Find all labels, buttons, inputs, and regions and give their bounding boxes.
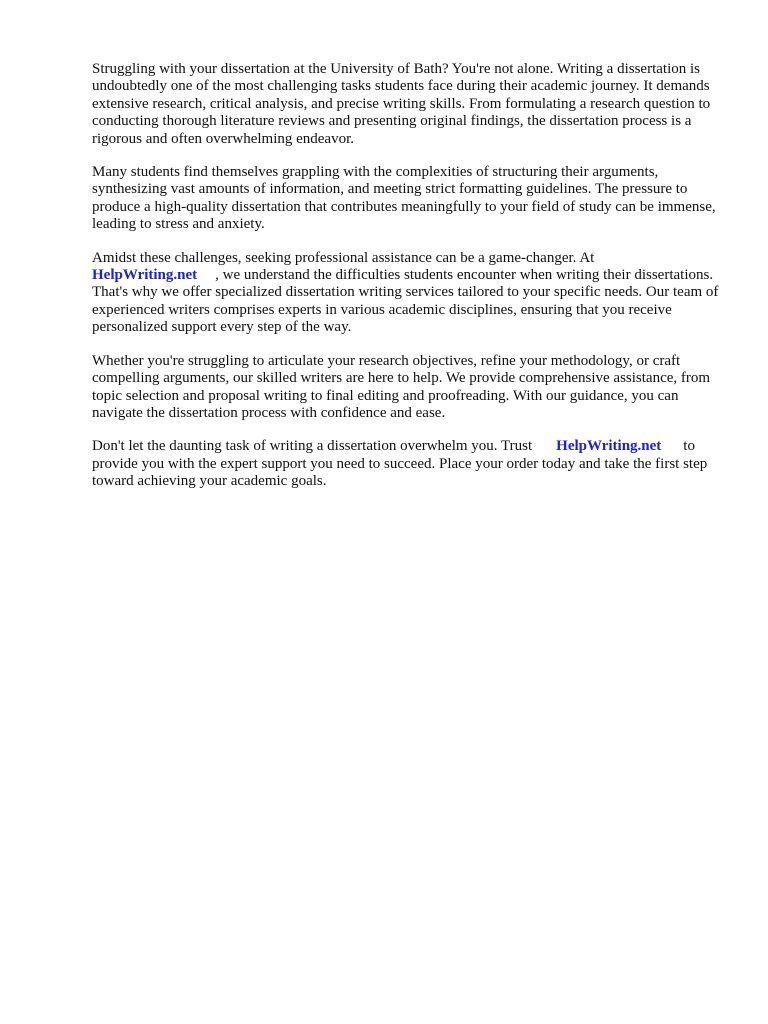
paragraph-assistance [92, 250, 722, 337]
helpwriting-link-1[interactable]: HelpWriting.net [92, 267, 198, 284]
paragraph-cta-rest: to provide you with the expert support you need to succeed. Place your order today and take the first step toward achieving your academic goals. [92, 438, 708, 490]
paragraph-cta-lead: Don't let the daunting task of writing a dissertation overwhelm you. Trust [92, 438, 533, 455]
helpwriting-link-2[interactable]: HelpWriting.net [556, 438, 662, 455]
paragraph-intro: Struggling with your dissertation at the University of Bath? You're not alone. Writing a dissertation is undoubtedly one of the most challenging tasks students face during their academic journey. It demands extensive research, critical analysis, and precise writing skills. From formulating a research question to conducting thorough literature reviews and presenting original findings, the dissertation process is a rigorous and often overwhelming endeavor. [92, 61, 711, 147]
paragraph-assistance-rest: , we understand the difficulties students encounter when writing their dissertations. That's why we offer specialized dissertation writing services tailored to your specific needs. Our team of experienced writers comprises experts in various academic disciplines, ensuring that you receive personalized support every step of the way. [92, 267, 719, 336]
paragraph-support: Whether you're struggling to articulate your research objectives, refine your methodology, or craft compelling arguments, our skilled writers are here to help. We provide comprehensive assistance, from topic selection and proposal writing to final editing and proofreading. With our guidance, you can navigate the dissertation process with confidence and ease. [92, 352, 711, 421]
document-body [92, 61, 722, 507]
paragraph-assistance-lead: Amidst these challenges, seeking professional assistance can be a game-changer. At [92, 249, 595, 266]
paragraph-challenges: Many students find themselves grappling with the complexities of structuring their arguments, synthesizing vast amounts of information, and meeting strict formatting guidelines. The pressure to produce a high-quality dissertation that contributes meaningfully to your field of study can be immense, leading to stress and anxiety. [92, 164, 716, 233]
paragraph-call-to-action [92, 438, 722, 490]
